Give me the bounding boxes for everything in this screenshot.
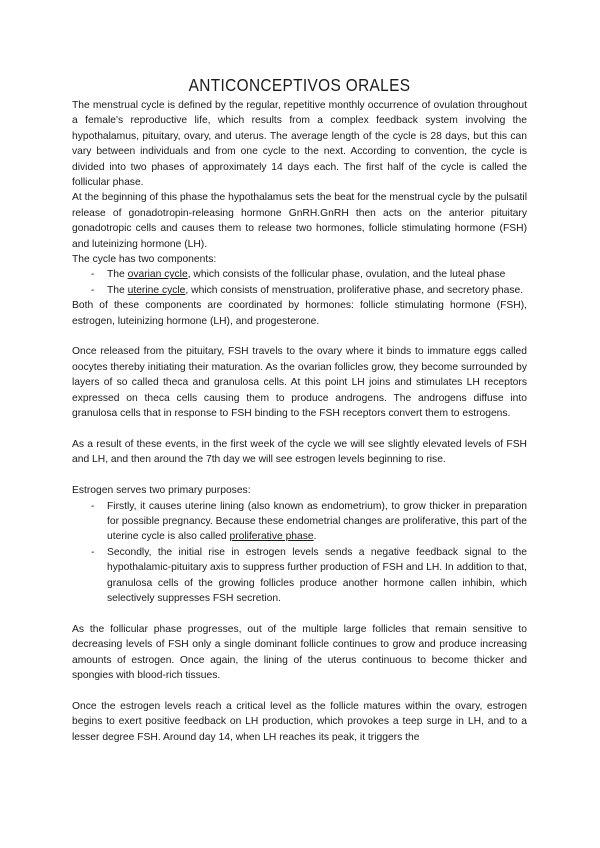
list-item: - Secondly, the initial rise in estrogen levels sends a negative feedback signal to the hypothalamic-pituitary axis to suppress further production of FSH and LH. In addition to that, granulosa cells of the growing follicles produce another hormone callen inhibin, which selectively suppresses FSH secretion. xyxy=(72,545,527,607)
paragraph-hormones: Both of these components are coordinated by hormones: follicle stimulating hormone (FSH), estrogen, luteinizing hormone (LH), and progesterone. xyxy=(72,300,527,327)
paragraph-dominant-follicle: As the follicular phase progresses, out of the multiple large follicles that remain sensitive to decreasing levels of FSH only a single dominant follicle continues to grow and produce increasing amounts of estrogen. Once again, the lining of the uterus continuous to become thicker and spongies with blood-rich tissues. xyxy=(72,623,527,681)
paragraph-first-week: As a result of these events, in the first week of the cycle we will see slightly elevated levels of FSH and LH, and then around the 7th day we will see estrogen levels beginning to rise. xyxy=(72,438,527,466)
document-page xyxy=(72,74,527,745)
paragraph-intro: The menstrual cycle is defined by the regular, repetitive monthly occurrence of ovulation throughout a female's reproductive life, which results from a complex feedback system involving the hypothalamus, pituitary, ovary, and uterus. The average length of the cycle is 28 days, but this can vary between individuals and from one cycle to the next. According to convention, the cycle is divided into two phases of approximately 14 days each. The first half of the cycle is called the follicular phase. xyxy=(72,100,527,189)
spacer xyxy=(72,422,527,437)
spacer xyxy=(72,468,527,483)
ovarian-cycle-link: ovarian cycle xyxy=(127,269,188,281)
spacer xyxy=(72,683,527,698)
spacer xyxy=(72,329,527,344)
paragraph-estrogen-purposes: Estrogen serves two primary purposes: xyxy=(72,485,251,497)
uterine-cycle-link: uterine cycle xyxy=(127,284,186,296)
proliferative-phase-link: proliferative phase xyxy=(229,531,314,543)
components-list xyxy=(72,267,527,298)
list-item: - Firstly, it causes uterine lining (also known as endometrium), to grow thicker in preparation for possible pregnancy. Because these endometrial changes are proliferative, this part of the uterine cycle is also called proliferative phase. xyxy=(72,499,527,545)
spacer xyxy=(72,606,527,621)
paragraph-lh-surge: Once the estrogen levels reach a critical level as the follicle matures within the ovary, estrogen begins to exert positive feedback on LH production, which provokes a teep surge in LH, and to a lesser degree FSH. Around day 14, when LH reaches its peak, it triggers the xyxy=(72,700,527,743)
list-item: - The uterine cycle, which consists of menstruation, proliferative phase, and secretory phase. xyxy=(72,283,527,298)
document-title: ANTICONCEPTIVOS ORALES xyxy=(188,75,411,95)
paragraph-components-intro: The cycle has two components: xyxy=(72,254,217,266)
list-item: - The ovarian cycle, which consists of the follicular phase, ovulation, and the luteal phase xyxy=(72,267,527,282)
estrogen-list xyxy=(72,499,527,607)
paragraph-fsh: Once released from the pituitary, FSH travels to the ovary where it binds to immature eggs called oocytes thereby initiating their maturation. As the ovarian follicles grow, they become surrounded by layers of so called theca and granulosa cells. At this point LH joins and stimulates LH receptors expressed on theca cells causing them to produce androgens. The androgens diffuse into granulosa cells that in response to FSH binding to the FSH receptors convert them to estrogens. xyxy=(72,346,527,420)
paragraph-hypothalamus: At the beginning of this phase the hypothalamus sets the beat for the menstrual cycle by the pulsatil release of gonadotropin-releasing hormone GnRH.GnRH then acts on the anterior pituitary gonadotropic cells and causes them to release two hormones, follicle stimulating hormone (FSH) and luteinizing hormone (LH). xyxy=(72,192,527,250)
